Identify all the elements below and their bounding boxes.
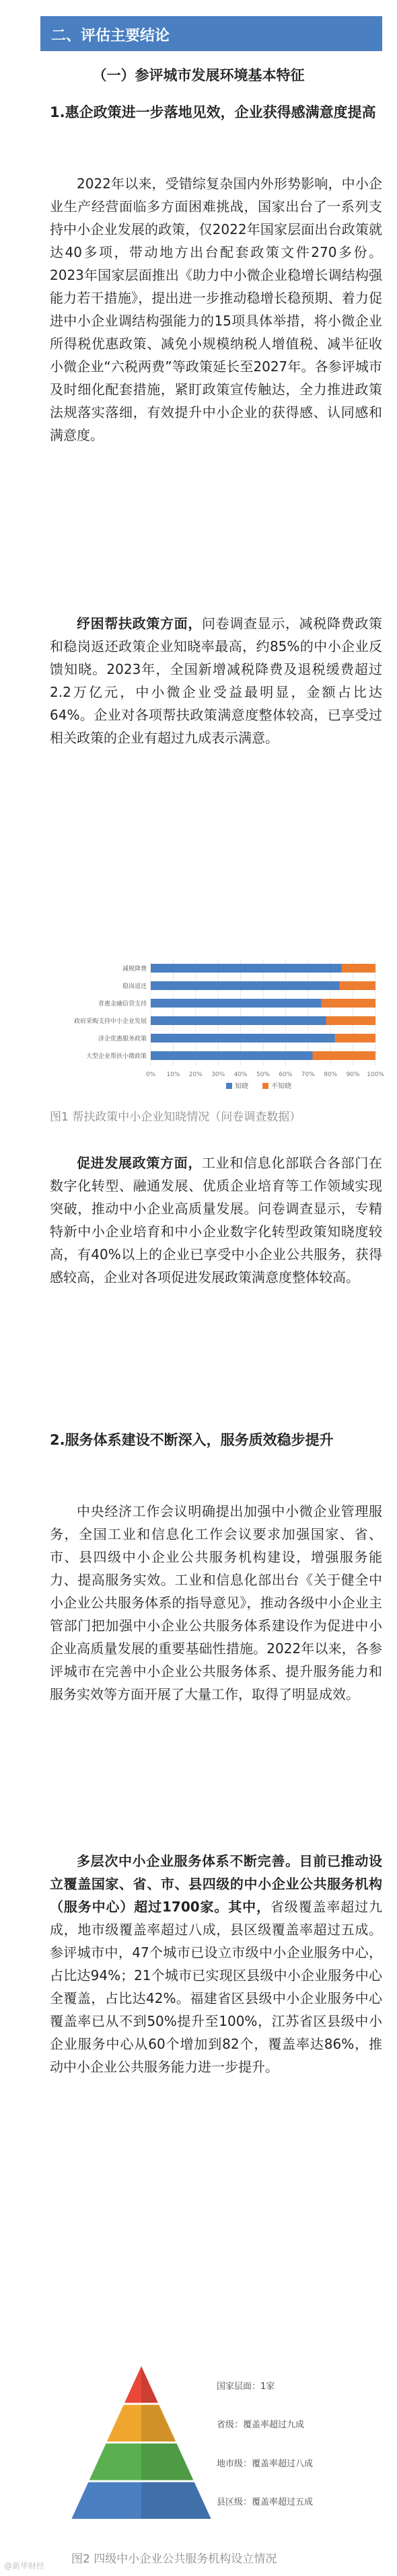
- bar-知晓: [151, 999, 322, 1008]
- pyramid-shade: [141, 2483, 211, 2520]
- x-tick-label: 10%: [166, 1071, 180, 1078]
- paragraph-5-body: 省级覆盖率超过九成，地市级覆盖率超过八成，县区级覆盖率超过五成。参评城市中，47个城市已设立市级中小企业服务中心，占比达94%；21个城市已实现区县级中小企业服务中心全覆盖，占比达42%。福建省区县级中小企业服务中心覆盖率已从不到50%提升至100%，江苏省区县级中小企业服务中心从60个增加到82个，覆盖率达86%，推动中小企业公共服务能力进一步提升。: [50, 1899, 383, 2075]
- bar-知晓: [151, 981, 340, 990]
- legend-label: 知晓: [235, 1083, 248, 1090]
- bar-知晓: [151, 1034, 335, 1043]
- x-tick-label: 40%: [233, 1071, 248, 1078]
- bar-不知晓: [326, 1016, 375, 1025]
- bar-不知晓: [312, 1051, 375, 1060]
- figure-2-caption: 图2 四级中小企业公共服务机构设立情况: [71, 2552, 277, 2566]
- legend-swatch: [262, 1083, 268, 1089]
- x-tick-label: 20%: [188, 1071, 203, 1078]
- category-label: 政府采购支持中小企业发展: [73, 1018, 147, 1025]
- pyramid-label: 国家层面：1家: [217, 2381, 275, 2392]
- bar-知晓: [151, 964, 342, 973]
- x-tick-label: 50%: [256, 1071, 270, 1078]
- paragraph-3: [50, 1151, 382, 1289]
- bar-不知晓: [322, 999, 375, 1008]
- figure-1-caption: 图1 帮扶政策中小企业知晓情况（问卷调查数据）: [50, 1110, 301, 1124]
- x-tick-label: 0%: [145, 1071, 156, 1078]
- x-tick-label: 100%: [367, 1071, 384, 1078]
- category-label: 济企优惠服务政策: [98, 1036, 147, 1043]
- bar-不知晓: [340, 981, 375, 990]
- category-label: 稳岗返还: [122, 983, 147, 990]
- section-header: [40, 16, 382, 51]
- bar-知晓: [151, 1016, 326, 1025]
- category-label: 减税降费: [122, 966, 147, 973]
- pyramid-shade: [141, 2444, 193, 2480]
- pyramid-shade: [141, 2366, 158, 2403]
- paragraph-5: [50, 1850, 382, 2078]
- x-tick-label: 30%: [211, 1071, 225, 1078]
- point-title-2: 2.服务体系建设不断深入，服务质效稳步提升: [50, 1432, 334, 1448]
- x-tick-label: 90%: [346, 1071, 360, 1078]
- paragraph-3-body: 工业和信息化部联合各部门在数字化转型、融通发展、优质企业培育等工作领域实现突破，推动中小企业高质量发展。问卷调查显示，专精特新中小企业培育和中小企业数字化转型政策知晓度较高，有40%以上的企业已享受中小企业公共服务，获得感较高，企业对各项促进发展政策满意度整体较高。: [50, 1155, 382, 1285]
- pyramid-label: 地市级：覆盖率超过八成: [217, 2458, 314, 2469]
- paragraph-4: 中央经济工作会议明确提出加强中小微企业管理服务，全国工业和信息化工作会议要求加强国家、省、市、县四级中小企业公共服务机构建设，增强服务能力、提高服务实效。工业和信息化部出台《关于健全中小企业公共服务体系的指导意见》，推动各级中小企业主管部门把加强中小企业公共服务体系建设作为促进中小企业高质量发展的重要基础性措施。2022年以来，各参评城市在完善中小企业公共服务体系、提升服务能力和服务实效等方面开展了大量工作，取得了明显成效。: [50, 1503, 382, 1702]
- pyramid-shade: [141, 2405, 176, 2442]
- x-tick-label: 70%: [301, 1071, 315, 1078]
- paragraph-3-lead: 促进发展政策方面，: [77, 1155, 202, 1171]
- pyramid-label: 县区级：覆盖率超过五成: [217, 2497, 314, 2508]
- section-title: 二、评估主要结论: [51, 28, 170, 44]
- paragraph-5-lead: 多层次中小企业服务体系不断完善。目前已推动设立覆盖国家、省、市、县四级的中小企业公共服务机构（服务中心）超过1700家。其中，: [50, 1853, 382, 1915]
- legend-swatch: [226, 1083, 232, 1089]
- paragraph-2: [50, 612, 382, 749]
- pyramid-label: 省级：覆盖率超过九成: [217, 2420, 305, 2431]
- watermark: @新华财经: [4, 2561, 45, 2571]
- x-tick-label: 60%: [279, 1071, 293, 1078]
- paragraph-2-body: 问卷调查显示，减税降费政策和稳岗返还政策企业知晓率最高，约85%的中小企业反馈知晓。2023年，全国新增减税降费及退税缓费超过2.2万亿元，中小微企业受益最明显，金额占比达64%。企业对各项帮扶政策满意度整体较高，已享受过相关政策的企业有超过九成表示满意。: [50, 615, 382, 746]
- service-pyramid-chart: [67, 2359, 215, 2528]
- x-tick-label: 80%: [324, 1071, 338, 1078]
- paragraph-1: 2022年以来，受错综复杂国内外形势影响，中小企业生产经营面临多方面困难挑战，国家出台了一系列支持中小企业发展的政策，仅2022年国家层面出台政策就达40多项，带动地方出台配套政策文件270多份。2023年国家层面推出《助力中小微企业稳增长调结构强能力若干措施》，提出进一步推动稳增长稳预期、着力促进中小企业调结构强能力的15项具体举措，将小微企业所得税优惠政策、减免小规模纳税人增值税、减半征收小微企业“六税两费”等政策延长至2027年。各参评城市及时细化配套措施，紧盯政策宣传触达，全力推进政策法规落实落细，有效提升中小企业的获得感、认同感和满意度。: [50, 176, 382, 443]
- subsection-title: （一）参评城市发展环境基本特征: [92, 67, 305, 83]
- category-label: 大型企业帮扶小微政策: [85, 1053, 147, 1060]
- bar-不知晓: [342, 964, 375, 973]
- point-title-1: 1.惠企政策进一步落地见效，企业获得感满意度提高: [50, 104, 376, 120]
- policy-awareness-chart: [50, 956, 382, 1098]
- category-label: 普惠金融信贷支持: [98, 1001, 147, 1008]
- bar-知晓: [151, 1051, 312, 1060]
- legend-label: 不知晓: [271, 1083, 291, 1090]
- bar-不知晓: [335, 1034, 375, 1043]
- paragraph-2-lead: 纾困帮扶政策方面，: [77, 615, 202, 632]
